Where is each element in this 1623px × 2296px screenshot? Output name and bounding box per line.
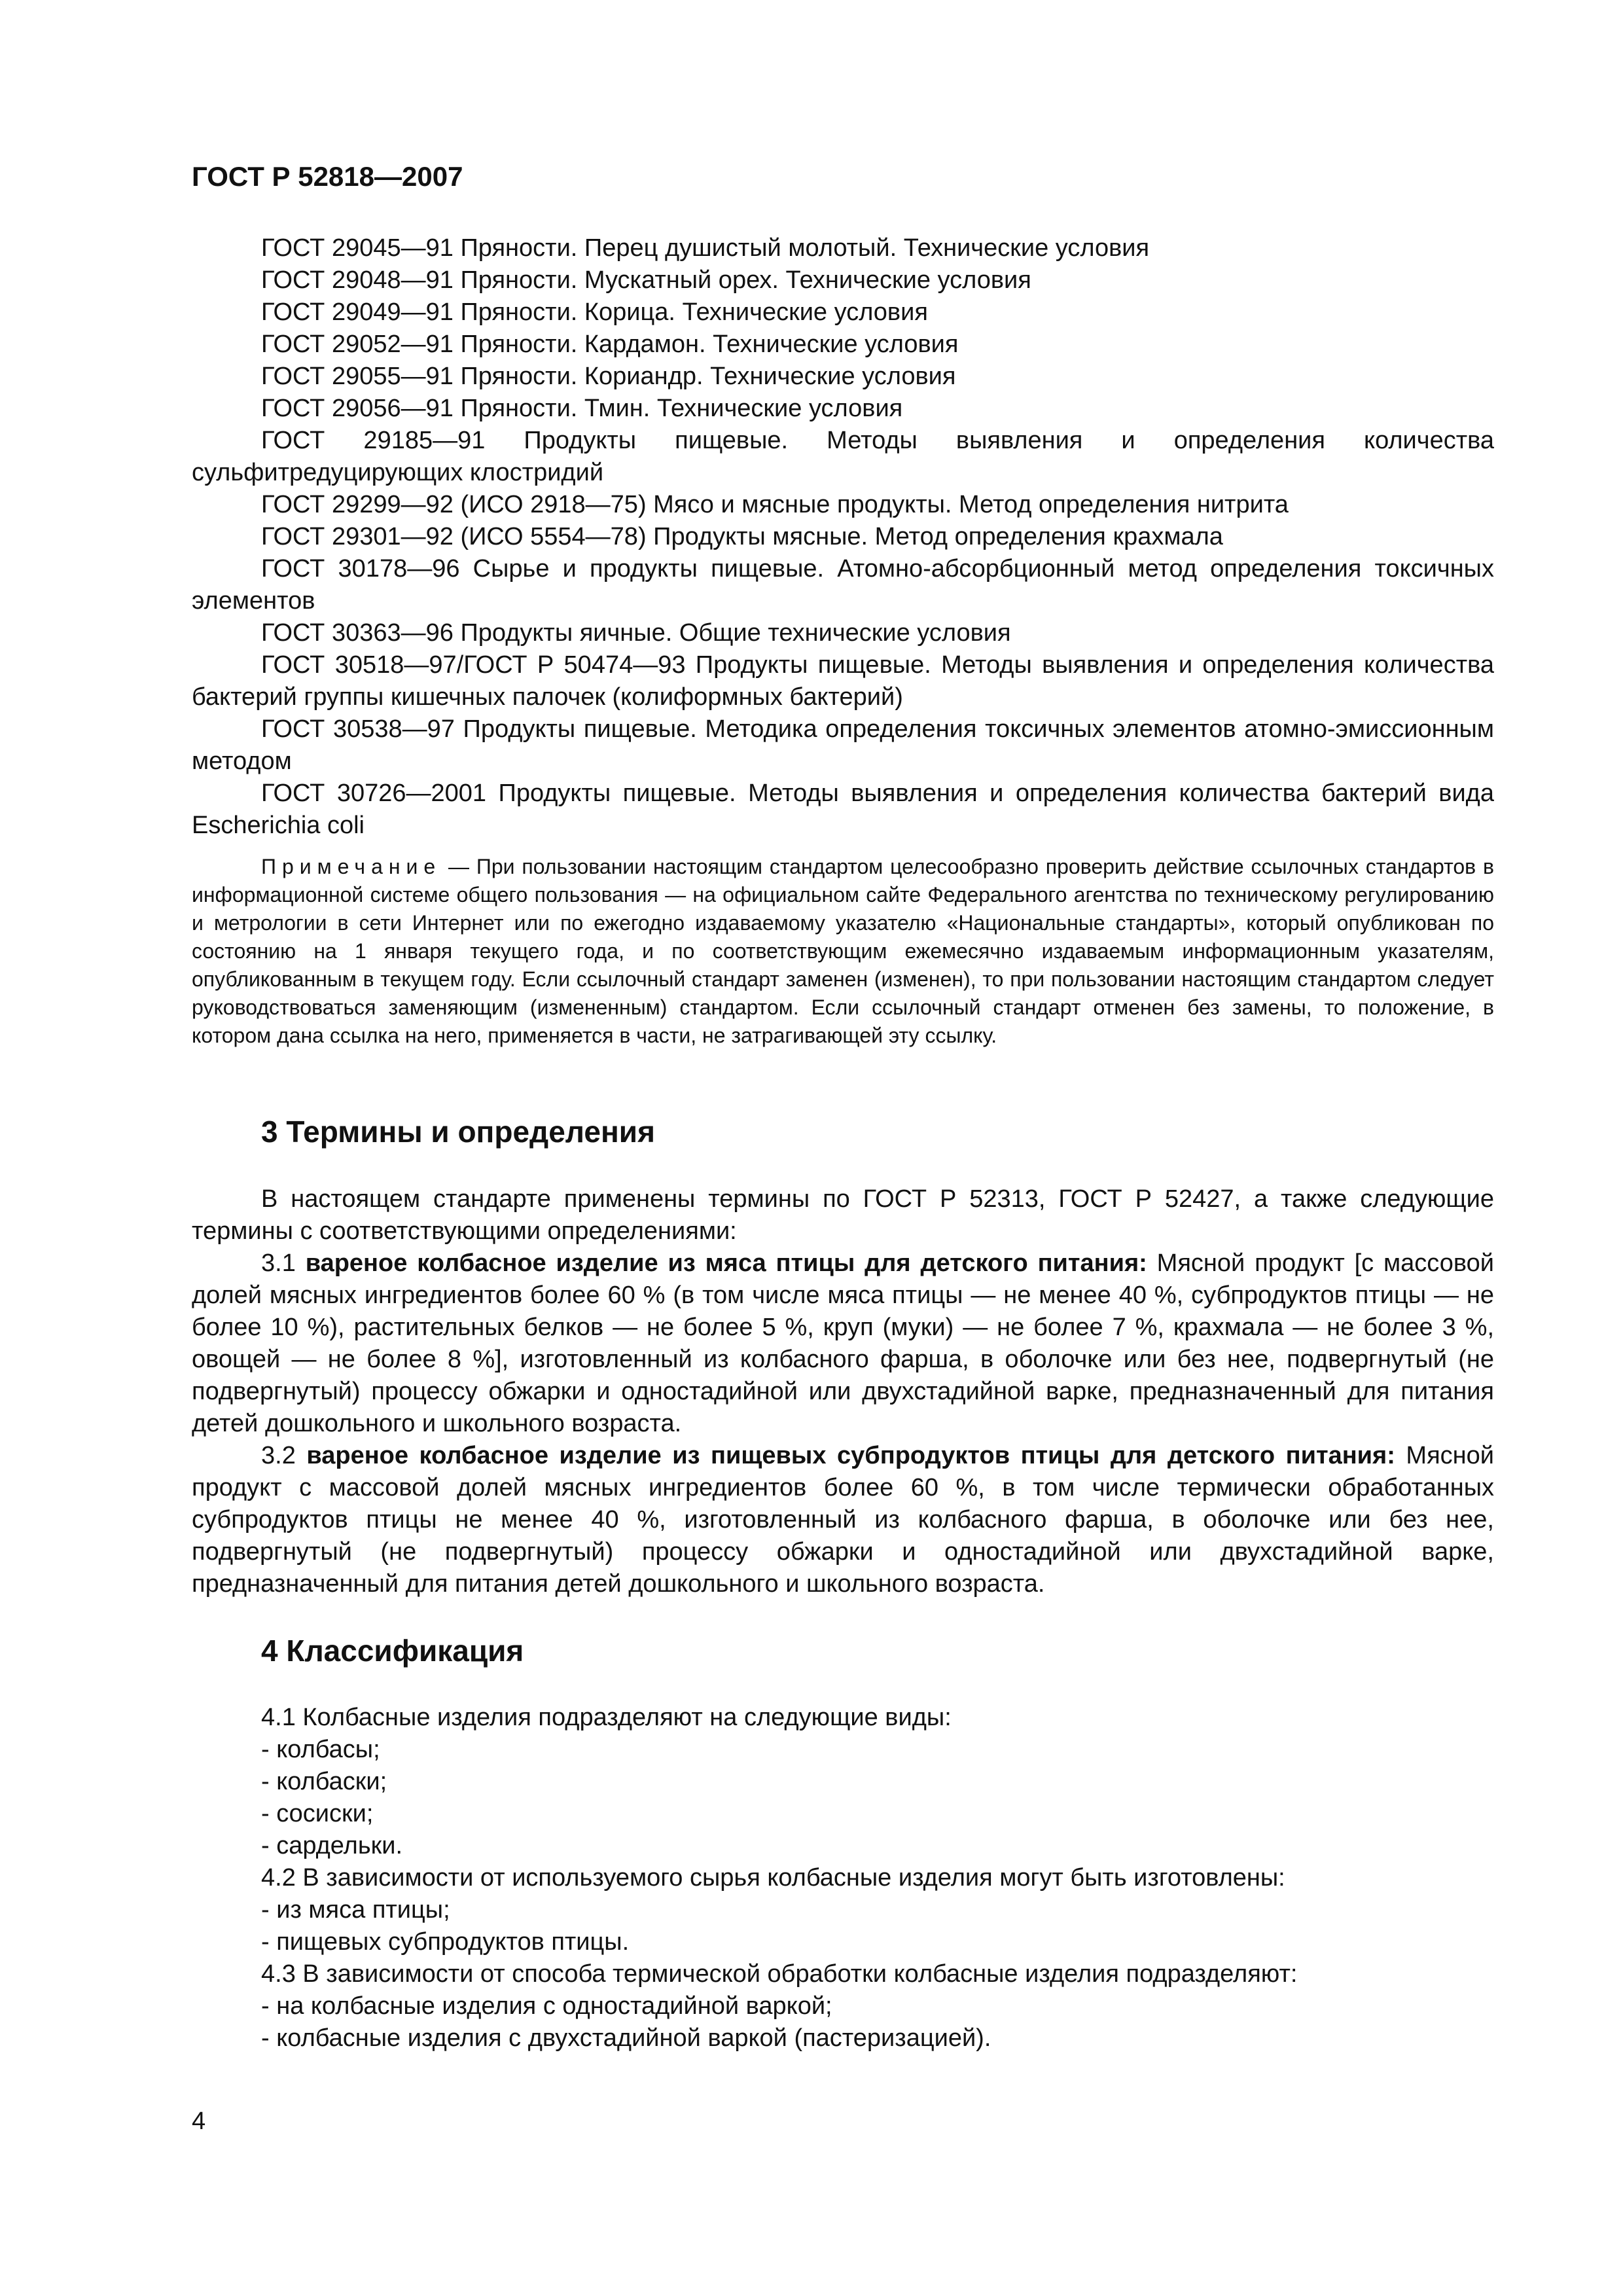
reference-item: ГОСТ 30518—97/ГОСТ Р 50474—93 Продукты пищевые. Методы выявления и определения количества бактерий группы кишечных палочек (колиформных бактерий) [192,651,1494,711]
reference-item: ГОСТ 29055—91 Пряности. Кориандр. Технические условия [261,363,956,390]
reference-item: ГОСТ 30538—97 Продукты пищевые. Методика определения токсичных элементов атомно-эмиссионным методом [192,715,1494,775]
reference-item: ГОСТ 29052—91 Пряности. Кардамон. Технические условия [261,331,959,358]
classification-line: - сардельки. [261,1832,403,1859]
section-4-body [192,1702,1494,2054]
term-definition: Мясной продукт [с массовой долей мясных ингредиентов более 60 % (в том числе мяса птицы — не менее 40 %, субпродуктов птицы — не более 10 %), растительных белков — не более 5 %, круп (муки) — не более 7 %, крахмала — не более 3 %, овощей — не более 8 %], изготовленный из колбасного фарша, в оболочке или без нее, подвергнутый (не подвергнутый) процессу обжарки и одностадийной или двухстадийной варке, предназначенный для питания детей дошкольного и школьного возраста. [192,1249,1494,1437]
term-title: вареное колбасное изделие из пищевых субпродуктов птицы для детского питания: [306,1442,1395,1469]
classification-line: - сосиски; [261,1800,374,1827]
page-number: 4 [192,2108,206,2135]
term-number: 3.2 [261,1442,307,1469]
reference-item: ГОСТ 29056—91 Пряности. Тмин. Технические условия [261,395,903,422]
classification-line: - колбаски; [261,1768,387,1795]
term-3-1 [192,1247,1494,1440]
note-text: — При пользовании настоящим стандартом целесообразно проверить действие ссылочных стандартов в информационной системе общего пользования — на официальном сайте Федерального агентства по техническому регулированию и метрологии в сети Интернет или по ежегодно издаваемому указателю «Национальные стандарты», который опубликован по состоянию на 1 января текущего года, и по соответствующим ежемесячно издаваемым информационным указателям, опубликованным в текущем году. Если ссылочный стандарт заменен (изменен), то при пользовании настоящим стандартом следует руководствоваться заменяющим (измененным) стандартом. Если ссылочный стандарт отменен без замены, то положение, в котором дана ссылка на него, применяется в части, не затрагивающей эту ссылку. [192,855,1494,1047]
section-3-intro: В настоящем стандарте применены термины по ГОСТ Р 52313, ГОСТ Р 52427, а также следующие термины с соответствующими определениями: [192,1185,1494,1245]
term-3-2 [192,1440,1494,1600]
references-list [192,232,1494,842]
reference-item: ГОСТ 30726—2001 Продукты пищевые. Методы выявления и определения количества бактерий вида Escherichia coli [192,780,1494,839]
classification-line: - пищевых субпродуктов птицы. [261,1928,630,1956]
classification-line: - на колбасные изделия с одностадийной варкой; [261,1992,832,2020]
classification-line: - колбасы; [261,1736,380,1763]
classification-line: - колбасные изделия с двухстадийной варкой (пастеризацией). [261,2024,991,2052]
reference-item: ГОСТ 29048—91 Пряности. Мускатный орех. Технические условия [261,266,1031,294]
classification-line: 4.3 В зависимости от способа термической обработки колбасные изделия подразделяют: [261,1960,1298,1988]
term-definition: Мясной продукт с массовой долей мясных ингредиентов более 60 %, в том числе термически обработанных субпродуктов птицы не менее 40 %, изготовленный из колбасного фарша, в оболочке или без нее, подвергнутый (не подвергнутый) процессу обжарки и одностадийной или двухстадийной варке, предназначенный для питания детей дошкольного и школьного возраста. [192,1442,1494,1598]
reference-item: ГОСТ 29045—91 Пряности. Перец душистый молотый. Технические условия [261,234,1150,262]
reference-item: ГОСТ 29185—91 Продукты пищевые. Методы выявления и определения количества сульфитредуцирующих клостридий [192,427,1494,486]
section-4-heading: 4 Классификация [261,1634,524,1668]
standard-header: ГОСТ Р 52818—2007 [192,161,463,192]
reference-item: ГОСТ 30178—96 Сырье и продукты пищевые. Атомно-абсорбционный метод определения токсичных элементов [192,555,1494,615]
reference-item: ГОСТ 30363—96 Продукты яичные. Общие технические условия [261,619,1011,647]
note-paragraph [192,853,1494,1050]
reference-item: ГОСТ 29301—92 (ИСО 5554—78) Продукты мясные. Метод определения крахмала [261,523,1223,550]
classification-line: 4.1 Колбасные изделия подразделяют на следующие виды: [261,1704,952,1731]
note-label: Примечание [261,855,442,878]
classification-line: - из мяса птицы; [261,1896,450,1924]
term-title: вареное колбасное изделие из мяса птицы для детского питания: [305,1249,1147,1277]
section-3-heading: 3 Термины и определения [261,1115,655,1149]
reference-item: ГОСТ 29299—92 (ИСО 2918—75) Мясо и мясные продукты. Метод определения нитрита [261,491,1289,518]
term-number: 3.1 [261,1249,306,1277]
section-3-body [192,1183,1494,1600]
reference-item: ГОСТ 29049—91 Пряности. Корица. Технические условия [261,298,928,326]
classification-line: 4.2 В зависимости от используемого сырья колбасные изделия могут быть изготовлены: [261,1864,1285,1892]
